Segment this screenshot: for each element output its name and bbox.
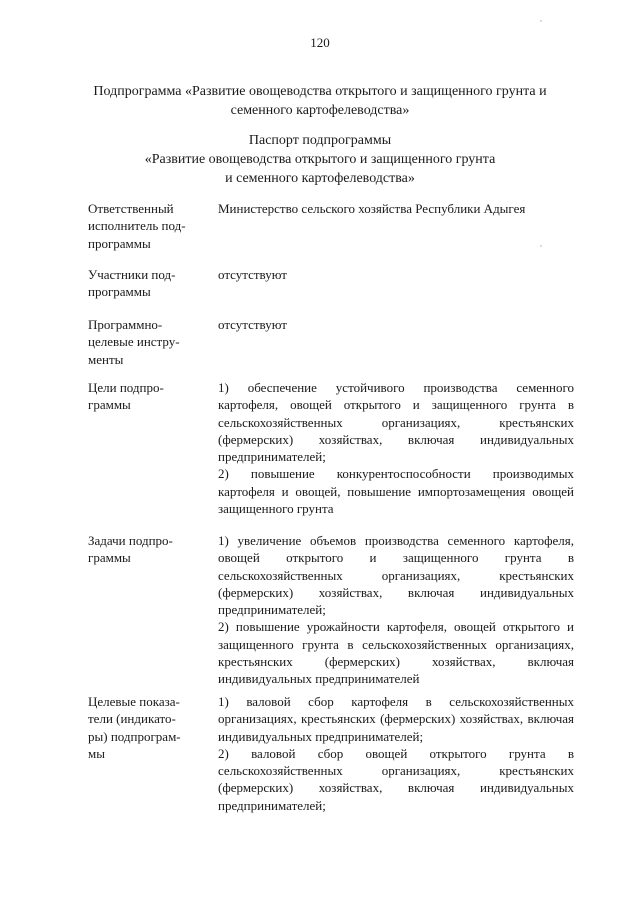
scan-speck: [540, 245, 542, 247]
row-label-line: граммы: [88, 550, 131, 566]
row-label-line: исполнитель под-: [88, 218, 186, 234]
row-label-line: граммы: [88, 397, 131, 413]
row-label-line: Ответственный: [88, 201, 174, 216]
row-label-line: ры) подпрограм-: [88, 728, 181, 744]
scan-speck: [540, 20, 542, 22]
row-value: [218, 200, 574, 217]
row-label-line: менты: [88, 351, 124, 367]
row-label-line: целевые инстру-: [88, 334, 180, 350]
row-value: [218, 379, 574, 517]
row-value-paragraph: 2) валовой сбор овощей открытого грунта в сельскохозяйственных организациях, крестьянских (фермерских) хозяйствах, включая индивидуальных предпринимателей;: [218, 745, 574, 813]
row-value-paragraph: 1) валовой сбор картофеля в сельскохозяйственных организациях, крестьянских (фермерских) хозяйствах, включая индивидуальных предпринимателей;: [218, 694, 574, 744]
row-label: [88, 693, 203, 762]
passport-title: [60, 131, 580, 188]
row-label-line: тели (индикато-: [88, 711, 176, 727]
row-value-paragraph: 1) обеспечение устойчивого производства семенного картофеля, овощей открытого и защищенного грунта в сельскохозяйственных организациях, крестьянских (фермерских) хозяйствах, включая индивидуальных предпринимателей;: [218, 380, 574, 465]
row-value-paragraph: 1) увеличение объемов производства семенного картофеля, овощей открытого и защищенного грунта в сельскохозяйственных организациях, крестьянских (фермерских) хозяйствах, включая индивидуальных предпринимателей;: [218, 533, 574, 618]
row-label-line: мы: [88, 745, 105, 761]
row-label-line: Цели подпро-: [88, 380, 164, 395]
row-label: [88, 266, 203, 301]
row-label-line: Участники под-: [88, 267, 176, 282]
row-label: [88, 316, 203, 368]
row-value: [218, 693, 574, 814]
passport-title-line: и семенного картофелеводства»: [225, 171, 415, 186]
row-label-line: программы: [88, 235, 151, 251]
row-label: [88, 200, 203, 252]
row-value-paragraph: Министерство сельского хозяйства Республики Адыгея: [218, 201, 526, 216]
page-number: 120: [310, 35, 330, 50]
row-value: [218, 266, 574, 283]
row-label-line: Задачи подпро-: [88, 533, 173, 548]
row-value-paragraph: 2) повышение урожайности картофеля, овощей открытого и защищенного грунта в сельскохозяйственных организациях, крестьянских (фермерских) хозяйствах, включая индивидуальных предпринимателей: [218, 619, 574, 687]
row-value-paragraph: отсутствуют: [218, 267, 287, 282]
row-label-line: программы: [88, 284, 151, 300]
row-label: [88, 532, 203, 567]
row-label: [88, 379, 203, 414]
document-title-line: семенного картофелеводства»: [230, 103, 410, 118]
row-value-paragraph: 2) повышение конкурентоспособности производимых картофеля и овощей, повышение импортозамещения овощей защищенного грунта: [218, 466, 574, 517]
passport-title-line: Паспорт подпрограммы: [248, 133, 392, 148]
passport-title-line: «Развитие овощеводства открытого и защищенного грунта: [144, 152, 496, 167]
row-value-paragraph: отсутствуют: [218, 317, 287, 332]
document-title: [60, 82, 580, 120]
row-label-line: Программно-: [88, 317, 163, 332]
row-value: [218, 532, 574, 688]
row-value: [218, 316, 574, 333]
document-title-line: Подпрограмма «Развитие овощеводства открытого и защищенного грунта и: [93, 84, 547, 99]
row-label-line: Целевые показа-: [88, 694, 180, 709]
